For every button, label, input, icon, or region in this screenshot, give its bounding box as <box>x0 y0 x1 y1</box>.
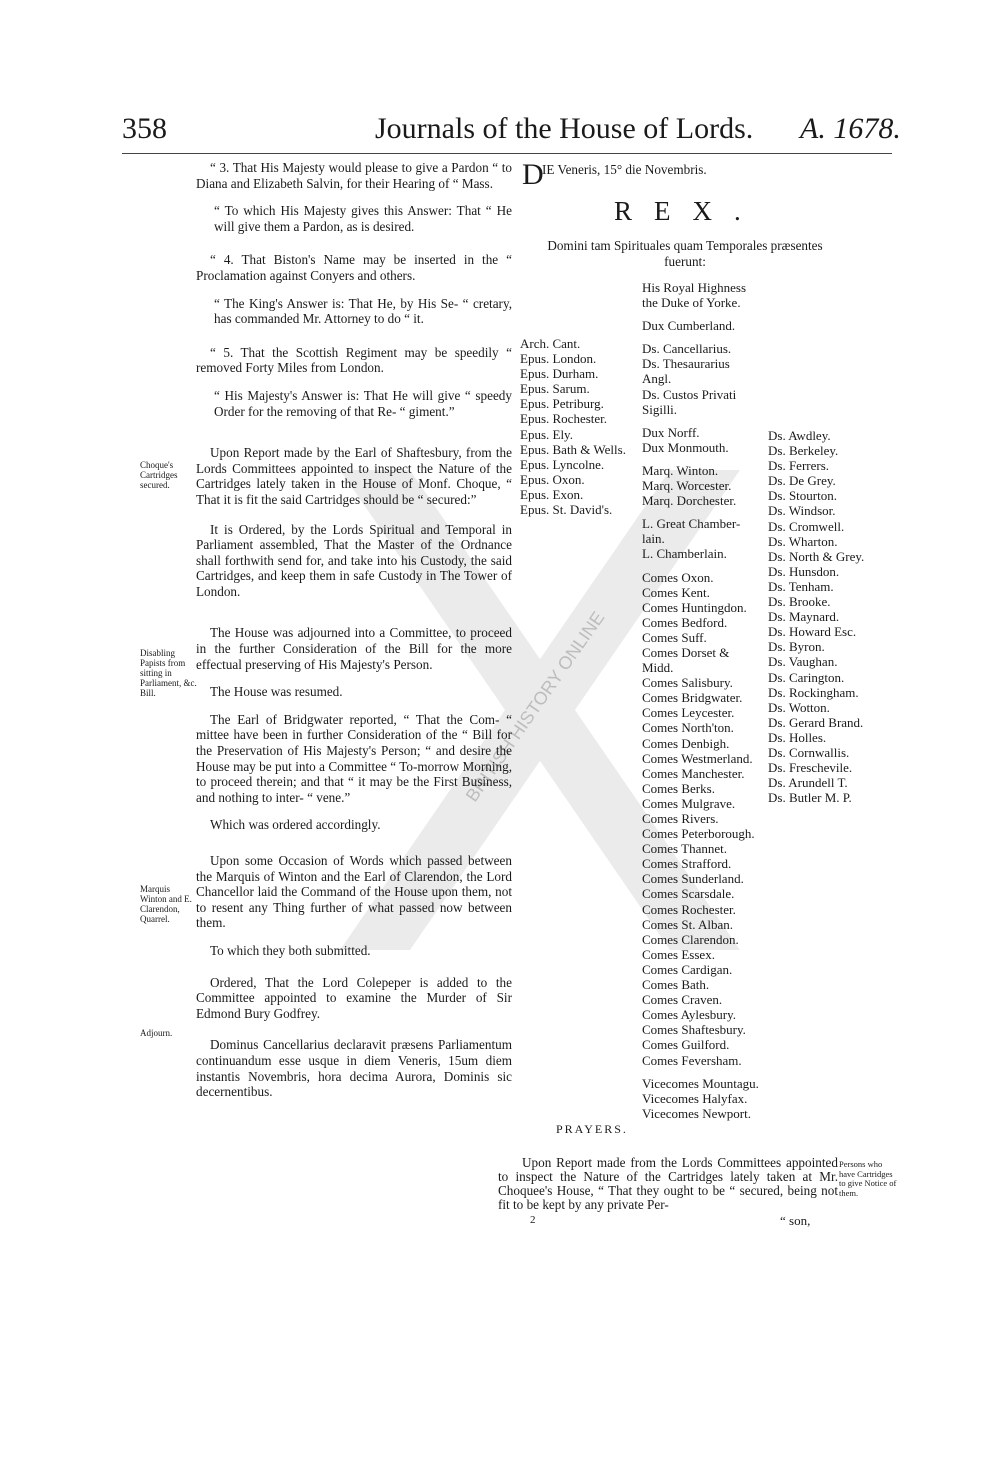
list-item: Comes Strafford. <box>642 856 732 872</box>
peers-list <box>642 280 759 1121</box>
list-item: Dux Monmouth. <box>642 439 729 455</box>
list-item: Comes Rivers. <box>642 811 719 826</box>
paragraph: “ To which His Majesty gives this Answer: That “ He will give them a Pardon, as is desired. <box>214 203 512 234</box>
list-item: Epus. Oxon. <box>520 471 585 487</box>
list-item: Dux Norff. <box>642 424 700 440</box>
list-item: Comes Oxon. <box>642 569 714 585</box>
paragraph: “ The King's Answer is: That He, by His Se- “ cretary, has commanded Mr. Attorney to do “ it. <box>214 295 512 327</box>
list-item: Epus. Durham. <box>520 366 599 382</box>
list-item: Epus. Sarum. <box>520 381 590 397</box>
list-item: Comes Bedford. <box>642 614 728 630</box>
prayers-heading: PRAYERS. <box>556 1122 628 1136</box>
page-number: 358 <box>122 112 167 145</box>
list-item: Ds. Cornwallis. <box>768 744 850 760</box>
list-item: Comes Feversham. <box>642 1052 742 1068</box>
list-item: Epus. Ely. <box>520 426 573 442</box>
list-item: Vicecomes Newport. <box>642 1105 751 1121</box>
list-item: Epus. Rochester. <box>520 411 608 427</box>
list-item: Comes Leycester. <box>642 705 735 721</box>
list-item: Ds. Stourton. <box>768 488 837 504</box>
list-item: Midd. <box>642 660 674 676</box>
margin-note: Disabling Papists from sitting in Parliament, &c. Bill. <box>140 648 197 698</box>
list-item: Ds. Tenham. <box>768 578 834 594</box>
watermark-text: BRITISH HISTORY ONLINE <box>461 607 609 806</box>
prayer-paragraph: Upon Report made from the Lords Committees appointed to inspect the Nature of the Cartridges lately taken at Mr. Choquee's House, “ That they ought to be “ secured, being not fit to be kept by any private Per- <box>498 1155 838 1212</box>
paragraph: To which they both submitted. <box>210 942 371 958</box>
list-item: Epus. St. David's. <box>520 502 613 518</box>
list-item: Ds. Berkeley. <box>768 443 839 459</box>
paragraph: It is Ordered, by the Lords Spiritual and Temporal in Parliament assembled, That the Master of the Ordnance shall forthwith send for, and take into his Custody, the said Cartridges, and keep them in safe Custody in The Tower of London. <box>196 521 512 599</box>
list-item: Ds. Cancellarius. <box>642 341 732 357</box>
margin-note: Marquis Winton and E. Clarendon, Quarrel. <box>140 884 192 924</box>
list-item: Comes Sunderland. <box>642 871 744 887</box>
catchword: “ son, <box>780 1213 811 1228</box>
attendance-heading: Domini tam Spirituales quam Temporales præsentes fuerunt: <box>547 238 823 269</box>
list-item: Ds. Ferrers. <box>768 458 830 474</box>
list-item: Ds. Vaughan. <box>768 654 838 670</box>
list-item: Epus. Petriburg. <box>520 396 604 412</box>
rex-heading: REX. <box>614 196 763 226</box>
list-item: Epus. Bath & Wells. <box>520 441 626 457</box>
list-item: Comes Dorset & <box>642 644 730 660</box>
paragraph: “ His Majesty's Answer is: That He will give “ speedy Order for the removing of that Re- “ giment.” <box>214 387 512 419</box>
paragraph: Dominus Cancellarius declaravit præsens Parliamentum continuandum esse usque in diem Veneris, 15um diem instantis Novembris, hora decima Aurora, Dominis sic decernentibus. <box>196 1037 512 1100</box>
left-column <box>196 160 512 1112</box>
list-item: Ds. Hunsdon. <box>768 563 840 579</box>
list-item: Comes Bath. <box>642 977 710 993</box>
list-item: Epus. Exon. <box>520 486 584 502</box>
paragraph: “ 4. That Biston's Name may be inserted in the “ Proclamation against Conyers and others. <box>196 252 512 283</box>
paragraph: The House was resumed. <box>210 684 343 700</box>
paragraph: Which was ordered accordingly. <box>210 817 381 833</box>
list-item: L. Great Chamber- <box>642 516 741 532</box>
paragraph: Upon Report made by the Earl of Shaftesbury, from the Lords Committees appointed to inspect the Nature of the Cartridges lately taken in the House of Monf. Choque, “ That it is fit the said Cartridges should be “ secured:” <box>196 445 512 507</box>
barons-list <box>768 428 864 805</box>
list-item: Ds. Custos Privati <box>642 386 737 402</box>
list-item: Arch. Cant. <box>520 336 581 351</box>
list-item: Epus. Lyncolne. <box>520 456 605 472</box>
margin-note: Persons who have Cartridges to give Notice of them. <box>839 1159 897 1198</box>
list-item: Comes North'ton. <box>642 720 734 736</box>
list-item: Comes Craven. <box>642 992 723 1008</box>
paragraph: Upon some Occasion of Words which passed between the Marquis of Winton and the Earl of Clarendon, the Lord Chancellor laid the Command of the House upon them, not to resent any Thing further of what passed now between them. <box>196 853 512 931</box>
list-item: Ds. Holles. <box>768 729 827 745</box>
list-item: Dux Cumberland. <box>642 318 736 334</box>
list-item: Ds. Wotton. <box>768 699 830 715</box>
date-line: IE Veneris, 15° die Novembris. <box>542 162 707 177</box>
list-item: Comes Scarsdale. <box>642 886 735 902</box>
list-item: Sigilli. <box>642 401 678 417</box>
margin-note: Choque's Cartridges secured. <box>140 460 178 490</box>
list-item: Comes Peterborough. <box>642 826 755 842</box>
list-item: Comes Clarendon. <box>642 931 739 947</box>
list-item: Epus. London. <box>520 351 597 367</box>
list-item: Angl. <box>642 371 672 387</box>
list-item: Comes Huntingdon. <box>642 599 747 615</box>
list-item: Vicecomes Halyfax. <box>642 1090 748 1106</box>
list-item: Ds. Byron. <box>768 639 825 655</box>
list-item: Comes Berks. <box>642 780 715 796</box>
list-item: Comes Kent. <box>642 584 710 600</box>
list-item: Ds. Freschevile. <box>768 760 853 776</box>
list-item: Comes Thannet. <box>642 841 727 857</box>
list-item: Marq. Worcester. <box>642 478 732 494</box>
list-item: Ds. De Grey. <box>768 473 836 489</box>
list-item: Vicecomes Mountagu. <box>642 1075 759 1091</box>
list-item: Ds. Gerard Brand. <box>768 714 864 730</box>
list-item: Comes St. Alban. <box>642 916 734 932</box>
page-title: Journals of the House of Lords. <box>375 112 754 145</box>
list-item: Marq. Winton. <box>642 462 719 478</box>
list-item: His Royal Highness <box>642 280 746 295</box>
list-item: Comes Suff. <box>642 629 707 645</box>
list-item: Comes Westmerland. <box>642 750 753 766</box>
bishops-list <box>520 336 626 517</box>
list-item: Ds. Howard Esc. <box>768 624 857 640</box>
list-item: Marq. Dorchester. <box>642 493 737 509</box>
list-item: Comes Cardigan. <box>642 961 733 977</box>
list-item: Comes Guilford. <box>642 1037 730 1053</box>
list-item: Ds. Rockingham. <box>768 684 859 700</box>
list-item: Ds. Carington. <box>768 669 845 685</box>
list-item: Comes Denbigh. <box>642 735 730 751</box>
list-item: lain. <box>642 531 665 547</box>
paragraph: The Earl of Bridgwater reported, “ That the Com- “ mittee have been in further Consideration of the “ Bill for the Preservation of His Majesty's Person; “ and desire the House may be put into a Committee “ To-morrow Morning, to proceed therein; and that “ it may be the First Business, and nothing to inter- “ vene.” <box>196 711 512 805</box>
paragraph: The House was adjourned into a Committee, to proceed in the further Consideration of the Bill for the more effectual preserving of His Majesty's Person. <box>196 625 512 672</box>
page-year: A. 1678. <box>800 112 901 145</box>
signature-mark: 2 <box>530 1214 536 1226</box>
paragraph: Ordered, That the Lord Colepeper is added to the Committee appointed to examine the Murder of Sir Edmond Bury Godfrey. <box>196 974 512 1021</box>
list-item: Comes Shaftesbury. <box>642 1022 746 1038</box>
list-item: Ds. Cromwell. <box>768 518 845 534</box>
list-item: Ds. Brooke. <box>768 594 831 610</box>
list-item: Ds. Butler M. P. <box>768 790 852 806</box>
header-rule <box>122 153 892 154</box>
paragraph: “ 5. That the Scottish Regiment may be speedily “ removed Forty Miles from London. <box>196 344 512 376</box>
list-item: Ds. Windsor. <box>768 503 836 519</box>
drop-cap: D <box>522 158 544 191</box>
list-item: Ds. Thesaurarius <box>642 356 730 372</box>
list-item: Comes Aylesbury. <box>642 1007 737 1023</box>
list-item: Comes Mulgrave. <box>642 795 736 811</box>
list-item: Ds. Maynard. <box>768 609 840 625</box>
paragraph: “ 3. That His Majesty would please to give a Pardon “ to Diana and Elizabeth Salvin, for their Hearing of “ Mass. <box>196 160 512 191</box>
list-item: L. Chamberlain. <box>642 546 727 562</box>
list-item: Comes Manchester. <box>642 765 745 781</box>
list-item: Ds. Arundell T. <box>768 775 848 791</box>
list-item: Comes Salisbury. <box>642 675 733 691</box>
list-item: Ds. North & Grey. <box>768 548 865 564</box>
list-item: Comes Essex. <box>642 946 715 962</box>
list-item: Ds. Awdley. <box>768 428 831 443</box>
list-item: the Duke of Yorke. <box>642 295 741 311</box>
list-item: Comes Bridgwater. <box>642 690 743 706</box>
list-item: Ds. Wharton. <box>768 533 838 549</box>
list-item: Comes Rochester. <box>642 901 736 917</box>
margin-note: Adjourn. <box>140 1028 173 1038</box>
